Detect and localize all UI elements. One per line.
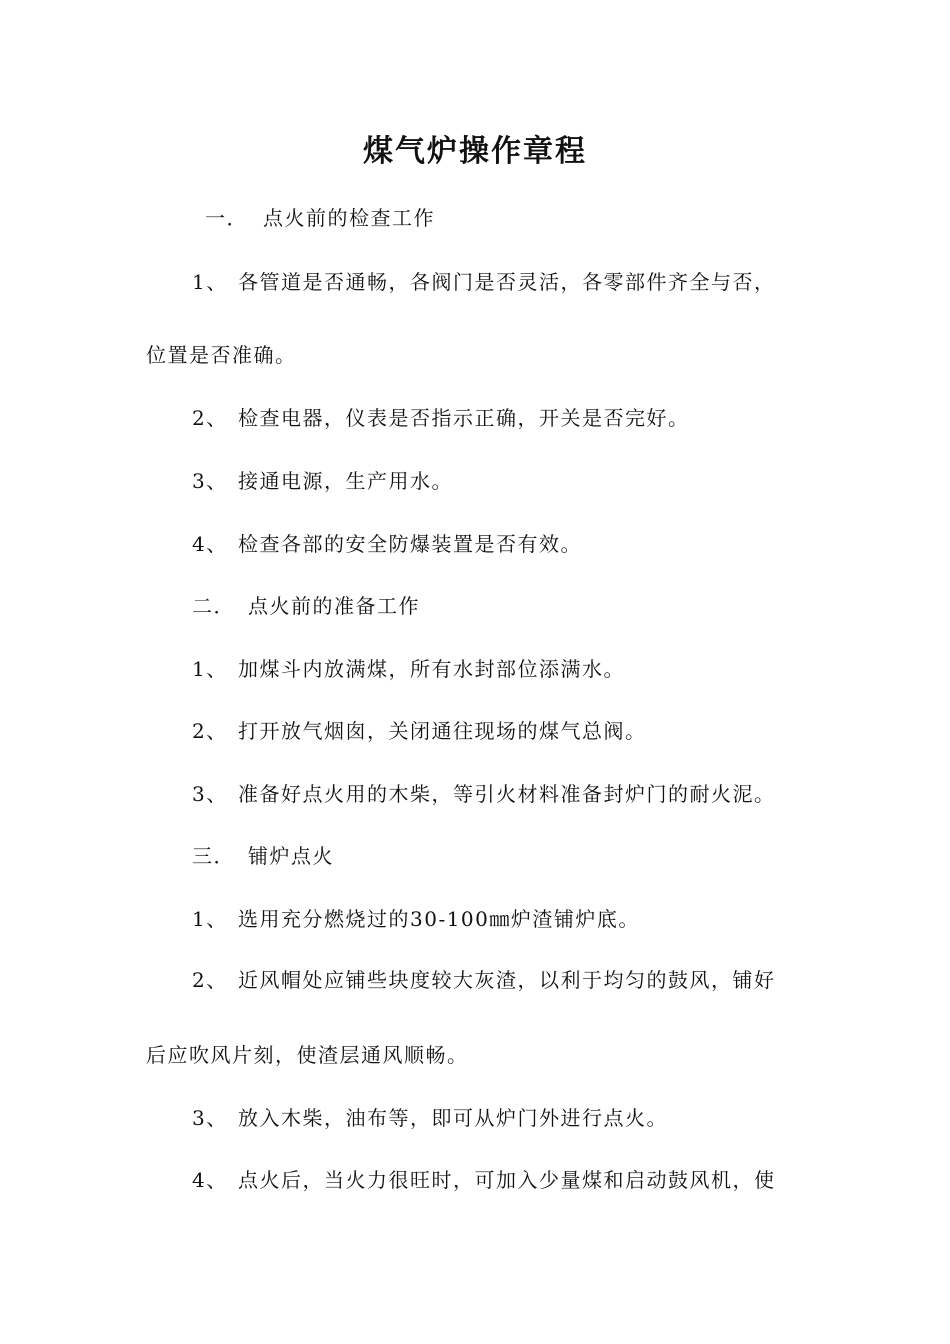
item-number: 4、 xyxy=(192,1168,228,1192)
item-text: 选用充分燃烧过的30-100㎜炉渣铺炉底。 xyxy=(238,907,640,931)
list-item xyxy=(192,1104,668,1132)
item-text: 接通电源，生产用水。 xyxy=(238,469,453,493)
list-item xyxy=(192,717,647,745)
item-number: 2、 xyxy=(192,719,228,743)
item-number: 3、 xyxy=(192,782,228,806)
item-text: 各管道是否通畅，各阀门是否灵活，各零部件齐全与否， xyxy=(238,270,776,294)
section-number: 一． xyxy=(205,206,248,230)
list-item xyxy=(192,467,453,495)
list-item-continuation: 位置是否准确。 xyxy=(146,343,297,367)
section-title: 点火前的检查工作 xyxy=(263,206,435,230)
list-item xyxy=(192,966,776,994)
item-text: 打开放气烟囱，关闭通往现场的煤气总阀。 xyxy=(238,719,647,743)
item-text: 检查电器，仪表是否指示正确，开关是否完好。 xyxy=(238,406,690,430)
item-text: 近风帽处应铺些块度较大灰渣，以利于均匀的鼓风，铺好 xyxy=(238,968,776,992)
item-text: 检查各部的安全防爆装置是否有效。 xyxy=(238,532,582,556)
item-number: 1、 xyxy=(192,907,228,931)
item-number: 1、 xyxy=(192,270,228,294)
section-number: 三． xyxy=(192,844,235,868)
list-item xyxy=(192,1166,776,1194)
item-text: 放入木柴，油布等，即可从炉门外进行点火。 xyxy=(238,1106,668,1130)
section-number: 二． xyxy=(192,594,235,618)
list-item xyxy=(192,530,582,558)
list-item xyxy=(192,655,625,683)
item-number: 3、 xyxy=(192,1106,228,1130)
item-number: 2、 xyxy=(192,406,228,430)
list-item xyxy=(192,780,776,808)
list-item xyxy=(192,905,640,933)
item-number: 4、 xyxy=(192,532,228,556)
item-text: 加煤斗内放满煤，所有水封部位添满水。 xyxy=(238,657,625,681)
item-number: 3、 xyxy=(192,469,228,493)
section-title: 点火前的准备工作 xyxy=(248,594,420,618)
section-heading xyxy=(192,592,420,620)
item-text: 点火后，当火力很旺时，可加入少量煤和启动鼓风机，使 xyxy=(238,1168,776,1192)
list-item xyxy=(192,404,690,432)
section-heading xyxy=(205,204,435,232)
section-title: 铺炉点火 xyxy=(248,844,334,868)
item-text: 准备好点火用的木柴，等引火材料准备封炉门的耐火泥。 xyxy=(238,782,776,806)
list-item xyxy=(192,268,776,296)
list-item-continuation: 后应吹风片刻，使渣层通风顺畅。 xyxy=(146,1043,469,1067)
item-number: 1、 xyxy=(192,657,228,681)
document-title: 煤气炉操作章程 xyxy=(363,134,587,169)
item-number: 2、 xyxy=(192,968,228,992)
section-heading xyxy=(192,842,334,870)
